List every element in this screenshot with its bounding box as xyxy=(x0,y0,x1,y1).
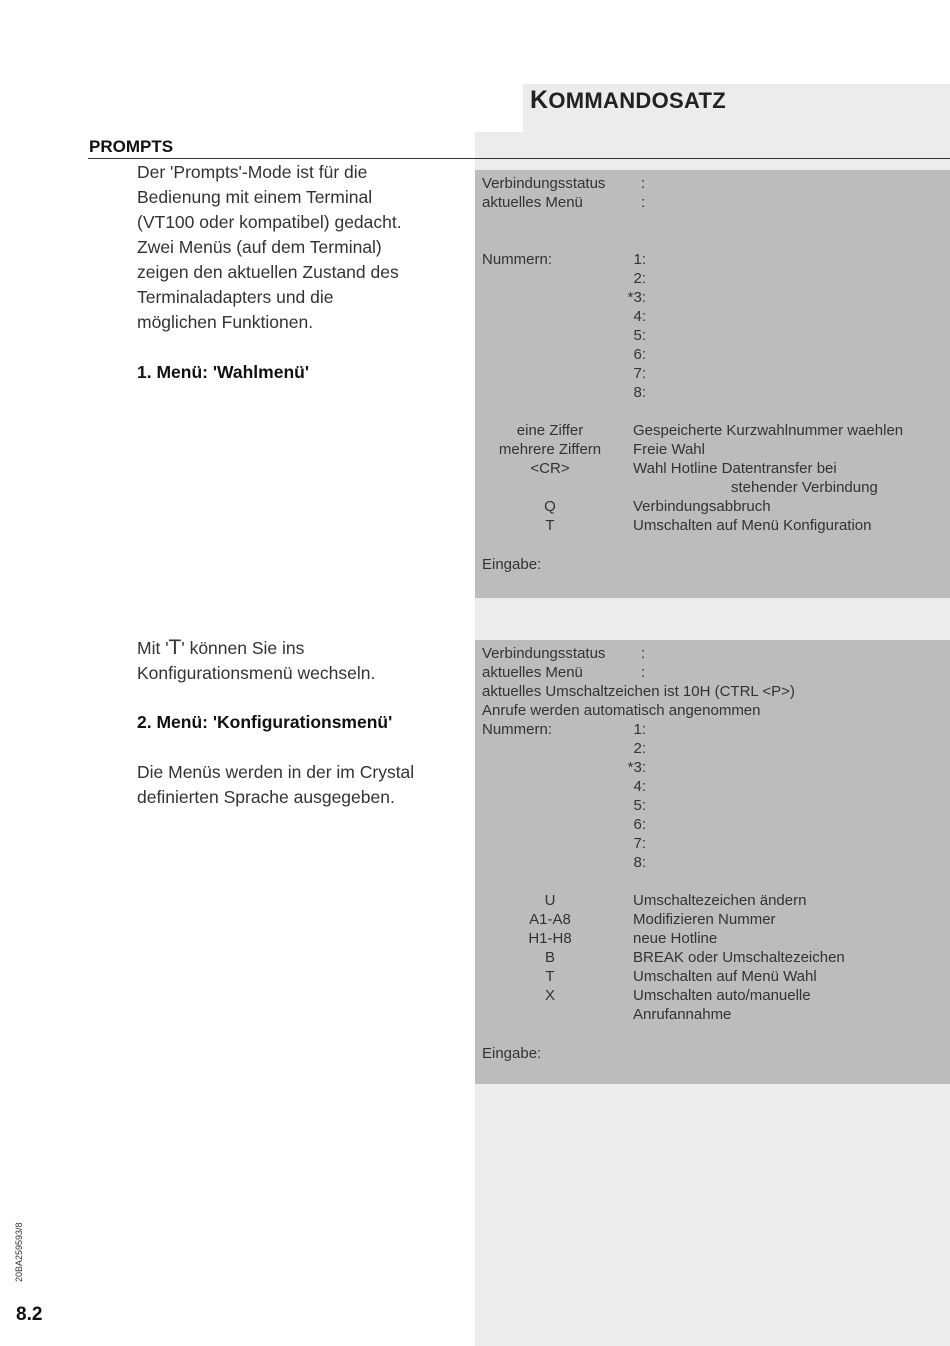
menu2-screen xyxy=(475,640,950,1084)
input-prompt: Eingabe: xyxy=(482,556,542,573)
number-slot: 8: xyxy=(633,384,646,401)
command-key: B xyxy=(544,949,555,966)
menu-label: aktuelles Menü xyxy=(482,664,583,681)
command-desc: BREAK oder Umschaltezeichen xyxy=(633,949,845,966)
number-slot: 5: xyxy=(633,797,646,814)
command-desc: Umschalten auf Menü Konfiguration xyxy=(633,517,872,534)
number-slot: 5: xyxy=(633,327,646,344)
number-slot: 6: xyxy=(633,346,646,363)
command-key: U xyxy=(544,892,556,909)
number-slot: 2: xyxy=(633,270,646,287)
command-key: eine Ziffer xyxy=(516,422,584,439)
command-desc: stehender Verbindung xyxy=(731,479,878,496)
page-number: 8.2 xyxy=(16,1304,43,1325)
auto-answer-line: Anrufe werden automatisch angenommen xyxy=(482,702,761,719)
command-key: T xyxy=(545,517,555,534)
section-title: PROMPTS xyxy=(89,137,174,156)
menu-colon: : xyxy=(641,664,646,681)
menu1-screen xyxy=(475,170,950,598)
status-colon: : xyxy=(641,175,646,192)
status-colon: : xyxy=(641,645,646,662)
number-slot: 1: xyxy=(633,721,646,738)
number-slot: 8: xyxy=(633,854,646,871)
command-desc: Anrufannahme xyxy=(633,1006,732,1023)
input-prompt: Eingabe: xyxy=(482,1045,542,1062)
mit-t-paragraph: Mit 'T' können Sie ins Konfigurationsmenü wechseln. xyxy=(137,636,376,683)
section-divider xyxy=(88,158,950,159)
document-code: 20BA259593/8 xyxy=(14,1222,24,1282)
outro-paragraph: Die Menüs werden in der im Crystal definierten Sprache ausgegeben. xyxy=(137,762,415,807)
menu-colon: : xyxy=(641,194,646,211)
command-key: Q xyxy=(544,498,556,515)
intro-paragraph: Der 'Prompts'-Mode ist für die Bedienung mit einem Terminal (VT100 oder kompatibel) gedacht. Zwei Menüs (auf dem Terminal) zeigen den aktuellen Zustand des Terminaladapters und die möglichen Funktionen. xyxy=(137,162,402,332)
command-desc: neue Hotline xyxy=(633,930,718,947)
command-desc: Wahl Hotline Datentransfer bei xyxy=(633,460,837,477)
menu2-heading: 2. Menü: 'Konfigurationsmenü' xyxy=(137,712,393,732)
number-slot: 6: xyxy=(633,816,646,833)
switch-char-line: aktuelles Umschaltzeichen ist 10H (CTRL <P>) xyxy=(482,683,795,700)
page-title: KOMMANDOSATZ xyxy=(530,86,727,114)
command-key: H1-H8 xyxy=(528,930,572,947)
command-desc: Verbindungsabbruch xyxy=(633,498,771,515)
command-key: <CR> xyxy=(530,460,570,477)
command-desc: Freie Wahl xyxy=(633,441,705,458)
numbers-label: Nummern: xyxy=(482,721,553,738)
number-slot: *3: xyxy=(627,759,646,776)
command-key: X xyxy=(544,987,555,1004)
number-slot: 4: xyxy=(633,778,646,795)
command-desc: Umschaltezeichen ändern xyxy=(633,892,807,909)
command-key: mehrere Ziffern xyxy=(498,441,602,458)
number-slot: 1: xyxy=(633,251,646,268)
menu-label: aktuelles Menü xyxy=(482,194,583,211)
command-key: T xyxy=(545,968,555,985)
number-slot: 2: xyxy=(633,740,646,757)
status-label: Verbindungsstatus xyxy=(482,175,606,192)
command-desc: Umschalten auf Menü Wahl xyxy=(633,968,817,985)
command-key: A1-A8 xyxy=(529,911,571,928)
command-desc: Modifizieren Nummer xyxy=(633,911,776,928)
command-desc: Umschalten auto/manuelle xyxy=(633,987,811,1004)
status-label: Verbindungsstatus xyxy=(482,645,606,662)
number-slot: 7: xyxy=(633,365,646,382)
menu1-heading: 1. Menü: 'Wahlmenü' xyxy=(137,362,309,382)
number-slot: *3: xyxy=(627,289,646,306)
number-slot: 4: xyxy=(633,308,646,325)
numbers-label: Nummern: xyxy=(482,251,553,268)
command-desc: Gespeicherte Kurzwahlnummer waehlen xyxy=(633,422,904,439)
number-slot: 7: xyxy=(633,835,646,852)
